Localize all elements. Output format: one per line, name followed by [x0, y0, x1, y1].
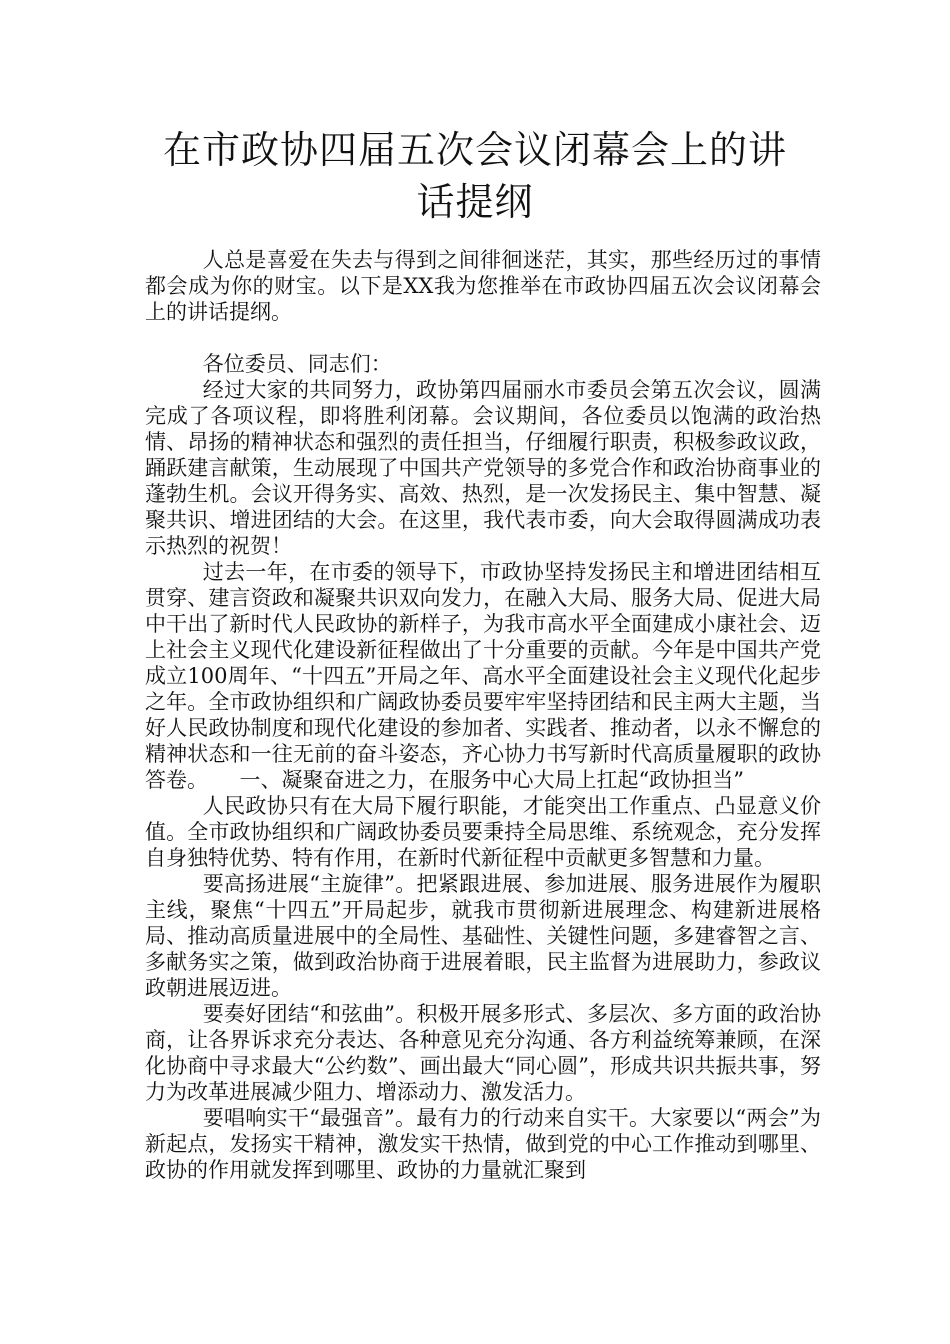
body-paragraph: 人民政协只有在大局下履行职能，才能突出工作重点、凸显意义价值。全市政协组织和广阔政协委员要秉持全局思维、系统观念，充分发挥自身独特优势、特有作用，在新时代新征程中贡献更多智慧和力量。	[145, 794, 821, 870]
body-paragraph: 经过大家的共同努力，政协第四届丽水市委员会第五次会议，圆满完成了各项议程，即将胜利闭幕。会议期间，各位委员以饱满的政治热情、昂扬的精神状态和强烈的责任担当，仔细履行职责，积极参政议政，踊跃建言献策，生动展现了中国共产党领导的多党合作和政治协商事业的蓬勃生机。会议开得务实、高效、热烈，是一次发扬民主、集中智慧、凝聚共识、增进团结的大会。在这里，我代表市委，向大会取得圆满成功表示热烈的祝贺！	[145, 378, 821, 558]
body-paragraph: 过去一年，在市委的领导下，市政协坚持发扬民主和增进团结相互贯穿、建言资政和凝聚共识双向发力，在融入大局、服务大局、促进大局中干出了新时代人民政协的新样子，为我市高水平全面建成小康社会、迈上社会主义现代化建设新征程做出了十分重要的贡献。今年是中国共产党成立100周年、“十四五”开局之年、高水平全面建设社会主义现代化起步之年。全市政协组织和广阔政协委员要牢牢坚持团结和民主两大主题，当好人民政协制度和现代化建设的参加者、实践者、推动者，以永不懈怠的精神状态和一往无前的奋斗姿态，齐心协力书写新时代高质量履职的政协答卷。 一、凝聚奋进之力，在服务中心大局上扛起“政协担当”	[145, 560, 821, 792]
document-title: 在市政协四届五次会议闭幕会上的讲话提纲	[162, 128, 787, 224]
salutation: 各位委员、同志们：	[202, 352, 392, 376]
body-paragraph: 要高扬进展“主旋律”。把紧跟进展、参加进展、服务进展作为履职主线，聚焦“十四五”开局起步，就我市贯彻新进展理念、构建新进展格局、推动高质量进展中的全局性、基础性、关键性问题，多建睿智之言、多献务实之策，做到政治协商于进展着眼，民主监督为进展助力，参政议政朝进展迈进。	[145, 872, 821, 1000]
body-paragraph: 要唱响实干“最强音”。最有力的行动来自实干。大家要以“两会”为新起点，发扬实干精神，激发实干热情，做到党的中心工作推动到哪里、政协的作用就发挥到哪里、政协的力量就汇聚到	[145, 1106, 821, 1182]
document-body	[145, 247, 821, 1183]
body-paragraph: 要奏好团结“和弦曲”。积极开展多形式、多层次、多方面的政治协商，让各界诉求充分表达、各种意见充分沟通、各方利益统筹兼顾，在深化协商中寻求最大“公约数”、画出最大“同心圆”，形成共识共振共事，努力为改革进展减少阻力、增添动力、激发活力。	[145, 1002, 821, 1104]
intro-paragraph: 人总是喜爱在失去与得到之间徘徊迷茫，其实，那些经历过的事情都会成为你的财宝。以下是XX我为您推举在市政协四届五次会议闭幕会上的讲话提纲。	[145, 248, 821, 324]
